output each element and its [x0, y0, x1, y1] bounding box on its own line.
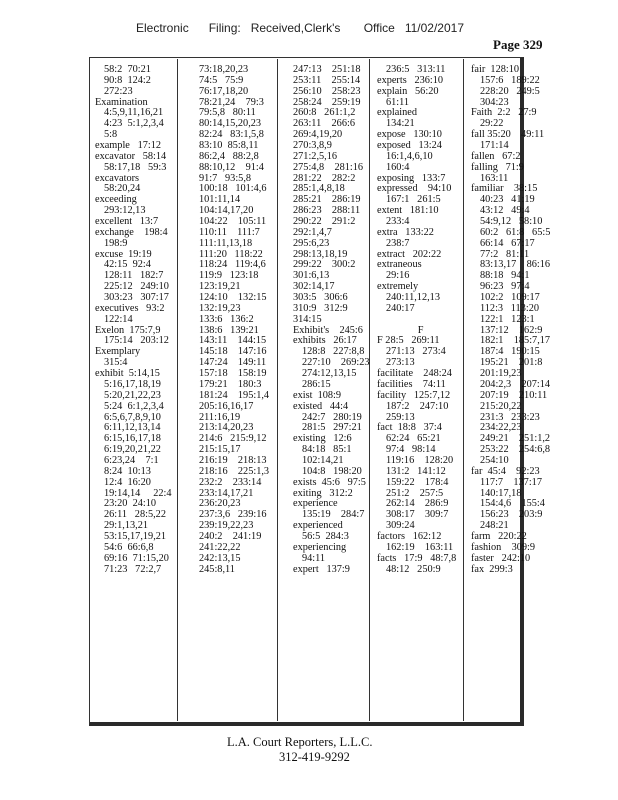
index-entry: 302:14,17 — [293, 281, 335, 293]
index-entry: 54:6 66:6,8 — [104, 541, 154, 553]
index-entry: expert 137:9 — [293, 563, 350, 575]
index-entry: 73:18,20,23 — [199, 64, 249, 75]
index-entry: 272:23 — [104, 85, 133, 97]
index-entry: 233:14,17,21 — [199, 487, 254, 499]
index-entry: 94:11 — [302, 552, 326, 564]
index-entry: 269:4,19,20 — [293, 129, 343, 141]
index-entry: 157:18 158:19 — [199, 368, 267, 380]
index-entry: 82:24 83:1,5,8 — [199, 129, 264, 141]
index-entry: 256:10 258:23 — [293, 85, 361, 97]
index-entry: 128:11 182:7 — [104, 270, 164, 282]
index-entry: extract 202:22 — [377, 248, 442, 260]
index-entry: 102:2 109:17 — [480, 292, 540, 304]
index-entry: 58:17,18 59:3 — [104, 161, 167, 173]
index-entry: 259:13 — [386, 411, 415, 423]
index-entry: 239:19,22,23 — [199, 520, 254, 532]
index-entry: Exemplary — [95, 346, 141, 358]
index-entry: experience — [293, 498, 338, 510]
index-entry: existing 12:6 — [293, 433, 352, 445]
index-entry: 111:11,13,18 — [199, 237, 253, 249]
index-entry: factors 162:12 — [377, 530, 442, 542]
index-entry: exceeding — [95, 194, 137, 206]
index-entry: 61:11 — [386, 96, 410, 108]
index-entry: 238:7 — [386, 237, 410, 249]
index-entry: 135:19 284:7 — [302, 509, 365, 521]
index-entry: 205:16,16,17 — [199, 400, 254, 412]
index-entry: 171:14 — [480, 140, 509, 152]
index-entry: 232:2 233:14 — [199, 476, 262, 488]
index-entry: 43:12 49:4 — [480, 205, 530, 217]
index-entry: 211:16,19 — [199, 411, 241, 423]
index-entry: 131:2 141:12 — [386, 465, 446, 477]
index-entry: 314:15 — [293, 313, 322, 325]
index-entry: 58:2 70:21 — [104, 64, 151, 75]
index-entry: exists 45:6 97:5 — [293, 476, 366, 488]
court-reporter-phone: 312-419-9292 — [279, 750, 350, 764]
index-entry: 274:12,13,15 — [302, 368, 357, 380]
column-divider — [177, 59, 178, 721]
index-entry: 262:14 286:9 — [386, 498, 449, 510]
index-entry: 5:8 — [104, 129, 118, 141]
index-entry: 227:10 269:23 — [302, 357, 370, 369]
index-entry: 260:8 261:1,2 — [293, 107, 356, 119]
index-entry: explained — [377, 107, 418, 119]
index-entry: farm 220:22 — [471, 530, 527, 542]
index-entry: F 28:5 269:11 — [377, 335, 440, 347]
index-entry: 286:15 — [302, 378, 331, 390]
index-entry: far 45:4 92:23 — [471, 465, 540, 477]
index-column-1 — [95, 65, 172, 575]
index-entry: 119:9 123:18 — [199, 270, 259, 282]
index-entry: fact 18:8 37:4 — [377, 422, 442, 434]
index-entry: 62:24 65:21 — [386, 433, 441, 445]
index-entry: 66:14 67:17 — [480, 237, 535, 249]
index-entry: 201:19,23 — [480, 368, 522, 380]
index-entry: 56:5 284:3 — [302, 530, 349, 542]
index-entry: 275:4,8 281:16 — [293, 161, 364, 173]
index-entry: 117:7 137:17 — [480, 476, 542, 488]
index-entry: 281:5 297:21 — [302, 422, 362, 434]
index-entry: experts 236:10 — [377, 74, 444, 86]
index-entry: 295:6,23 — [293, 237, 330, 249]
index-entry: 6:23,24 7:1 — [104, 454, 159, 466]
index-entry: 74:5 75:9 — [199, 74, 244, 86]
index-entry: exist 108:9 — [293, 389, 342, 401]
index-entry: 140:17,18 — [480, 487, 522, 499]
index-entry: 16:1,4,6,10 — [386, 150, 433, 162]
index-entry: 263:11 266:6 — [293, 118, 355, 130]
index-entry: 308:17 309:7 — [386, 509, 449, 521]
index-entry: 100:18 101:4,6 — [199, 183, 267, 195]
index-entry: 304:23 — [480, 96, 509, 108]
index-entry: exchange 198:4 — [95, 226, 168, 238]
index-entry: facts 17:9 48:7,8 — [377, 552, 457, 564]
index-entry: expose 130:10 — [377, 129, 442, 141]
index-entry: 71:23 72:2,7 — [104, 563, 162, 575]
index-entry: 76:17,18,20 — [199, 85, 249, 97]
index-entry: 240:17 — [386, 302, 415, 314]
index-entry: fall 35:20 49:11 — [471, 129, 545, 141]
index-entry: fax 299:3 — [471, 563, 513, 575]
index-entry: 215:15,17 — [199, 444, 241, 456]
index-entry: 42:15 92:4 — [104, 259, 151, 271]
index-entry: existed 44:4 — [293, 400, 349, 412]
index-entry: expressed 94:10 — [377, 183, 452, 195]
index-entry: 270:3,8,9 — [293, 140, 332, 152]
index-entry: 237:3,6 239:16 — [199, 509, 267, 521]
index-entry: 213:14,20,23 — [199, 422, 254, 434]
index-entry: 253:22 254:6,8 — [480, 444, 551, 456]
index-entry: 195:21 201:8 — [480, 357, 543, 369]
index-entry: 292:1,4,7 — [293, 226, 332, 238]
index-entry: 233:4 — [386, 216, 410, 228]
index-entry: 254:10 — [480, 454, 509, 466]
index-entry: exposing 133:7 — [377, 172, 446, 184]
index-entry: 5:24 6:1,2,3,4 — [104, 400, 164, 412]
index-entry: 228:20 249:5 — [480, 85, 540, 97]
column-divider — [277, 59, 278, 721]
index-entry: 122:14 — [104, 313, 133, 325]
index-entry: 247:13 251:18 — [293, 64, 361, 75]
index-entry: 137:12 162:9 — [480, 324, 543, 336]
index-entry: excavators — [95, 172, 140, 184]
index-entry: 143:11 144:15 — [199, 335, 267, 347]
index-entry: 110:11 111:7 — [199, 226, 260, 238]
index-entry: 285:1,4,8,18 — [293, 183, 345, 195]
index-entry: 104:8 198:20 — [302, 465, 362, 477]
index-entry: 111:20 118:22 — [199, 248, 263, 260]
index-entry: 242:13,15 — [199, 552, 241, 564]
index-entry: 240:11,12,13 — [386, 292, 440, 304]
index-entry: 79:5,8 80:11 — [199, 107, 256, 119]
index-entry: 8:24 10:13 — [104, 465, 151, 477]
index-entry: 102:14,21 — [302, 454, 344, 466]
index-entry: 253:11 255:14 — [293, 74, 361, 86]
index-entry: 245:8,11 — [199, 563, 235, 575]
index-entry: 179:21 180:3 — [199, 378, 262, 390]
index-entry: excuse 19:19 — [95, 248, 152, 260]
index-entry: 181:24 195:1,4 — [199, 389, 270, 401]
index-entry: 83:13,17 86:16 — [480, 259, 551, 271]
index-entry: 157:6 189:22 — [480, 74, 540, 86]
index-entry: 249:21 251:1,2 — [480, 433, 551, 445]
index-entry: 54:9,12 58:10 — [480, 216, 543, 228]
index-entry: excavator 58:14 — [95, 150, 167, 162]
filing-stamp-header: Electronic Filing: Received,Clerk's Office 11/02/2017 — [136, 21, 464, 35]
index-column-4 — [377, 65, 456, 575]
index-entry: 133:6 136:2 — [199, 313, 254, 325]
index-column-3 — [293, 65, 370, 575]
page-number: Page 329 — [493, 37, 543, 52]
index-entry: 112:3 113:20 — [480, 302, 540, 314]
index-entry: 53:15,17,19,21 — [104, 530, 167, 542]
index-entry: 19:14,14 22:4 — [104, 487, 172, 499]
index-entry: 104:22 105:11 — [199, 216, 267, 228]
index-entry: 80:14,15,20,23 — [199, 118, 262, 130]
index-entry: 204:2,3 207:14 — [480, 378, 551, 390]
index-entry: 234:22,23 — [480, 422, 522, 434]
index-entry: 26:11 28:5,22 — [104, 509, 166, 521]
index-entry: extent 181:10 — [377, 205, 439, 217]
index-entry: 6:5,6,7,8,9,10 — [104, 411, 161, 423]
index-entry: 286:23 288:11 — [293, 205, 361, 217]
column-divider — [463, 59, 464, 721]
court-reporter-name: L.A. Court Reporters, L.L.C. — [227, 735, 373, 749]
word-index-table — [89, 57, 551, 726]
index-entry: experienced — [293, 520, 343, 532]
index-entry: 290:22 291:2 — [293, 216, 356, 228]
index-entry: 225:12 249:10 — [104, 281, 169, 293]
index-entry: 122:1 123:1 — [480, 313, 535, 325]
index-entry: 159:22 178:4 — [386, 476, 449, 488]
index-entry: Exhibit's 245:6 — [293, 324, 363, 336]
index-entry: 310:9 312:9 — [293, 302, 348, 314]
index-entry: 309:24 — [386, 520, 415, 532]
index-entry: 258:24 259:19 — [293, 96, 361, 108]
index-entry: extra 133:22 — [377, 226, 434, 238]
index-entry: 163:11 — [480, 172, 509, 184]
index-entry: 187:4 190:15 — [480, 346, 540, 358]
index-entry: 97:4 98:14 — [386, 444, 436, 456]
index-entry: 138:6 139:21 — [199, 324, 259, 336]
index-entry: 273:13 — [386, 357, 415, 369]
index-entry: 29:22 — [480, 118, 504, 130]
index-entry: Examination — [95, 96, 148, 108]
index-entry: 298:13,18,19 — [293, 248, 348, 260]
index-entry: 299:22 300:2 — [293, 259, 356, 271]
index-entry: 6:19,20,21,22 — [104, 444, 161, 456]
index-entry: 271:13 273:4 — [386, 346, 446, 358]
index-entry: 58:20,24 — [104, 183, 141, 195]
index-entry: 251:2 257:5 — [386, 487, 444, 499]
index-entry: 147:24 149:11 — [199, 357, 267, 369]
index-entry: 175:14 203:12 — [104, 335, 169, 347]
index-entry: 162:19 163:11 — [386, 541, 454, 553]
index-entry: 29:1,13,21 — [104, 520, 149, 532]
index-entry: 128:8 227:8,8 — [302, 346, 365, 358]
index-entry: 271:2,5,16 — [293, 150, 338, 162]
index-entry — [377, 315, 456, 326]
index-entry: 207:19 210:11 — [480, 389, 548, 401]
index-entry: executives 93:2 — [95, 302, 165, 314]
index-entry: 281:22 282:2 — [293, 172, 356, 184]
index-entry: experiencing — [293, 541, 347, 553]
index-entry: fashion 309:9 — [471, 541, 536, 553]
index-entry: 315:4 — [104, 357, 128, 369]
index-entry: 84:18 85:1 — [302, 444, 352, 456]
index-entry: 214:6 215:9,12 — [199, 433, 267, 445]
index-entry: 48:12 250:9 — [386, 563, 441, 575]
index-entry: exhibits 26:17 — [293, 335, 357, 347]
index-entry: familiar 38:15 — [471, 183, 538, 195]
index-entry: 88:10,12 91:4 — [199, 161, 264, 173]
index-entry: 90:8 124:2 — [104, 74, 151, 86]
index-entry: 77:2 81:11 — [480, 248, 530, 260]
index-entry: 91:7 93:5,8 — [199, 172, 252, 184]
index-entry: facilities 74:11 — [377, 378, 446, 390]
index-entry: exhibit 5:14,15 — [95, 368, 160, 380]
index-entry: 236:20,23 — [199, 498, 241, 510]
index-entry: 303:5 306:6 — [293, 292, 348, 304]
index-entry: 134:21 — [386, 118, 415, 130]
index-entry: 6:15,16,17,18 — [104, 433, 161, 445]
index-entry: 285:21 286:19 — [293, 194, 361, 206]
index-entry: 119:16 128:20 — [386, 454, 454, 466]
index-entry: 236:5 313:11 — [386, 64, 446, 75]
index-entry: falling 71:9 — [471, 161, 524, 173]
index-entry: facilitate 248:24 — [377, 368, 452, 380]
index-entry: 167:1 261:5 — [386, 194, 441, 206]
index-entry: 118:24 119:4,6 — [199, 259, 266, 271]
index-entry: 303:23 307:17 — [104, 292, 169, 304]
index-column-5 — [471, 65, 550, 575]
index-entry: 156:23 203:9 — [480, 509, 543, 521]
index-entry: excellent 13:7 — [95, 216, 159, 228]
index-entry: 78:21,24 79:3 — [199, 96, 264, 108]
index-entry: 218:16 225:1,3 — [199, 465, 270, 477]
index-entry: 248:21 — [480, 520, 509, 532]
index-entry: 5:20,21,22,23 — [104, 389, 161, 401]
index-entry: 124:10 132:15 — [199, 292, 267, 304]
index-entry: explain 56:20 — [377, 85, 439, 97]
index-entry: exposed 13:24 — [377, 140, 442, 152]
index-entry: 242:7 280:19 — [302, 411, 362, 423]
index-entry: 132:19,23 — [199, 302, 241, 314]
index-entry: 182:1 185:7,17 — [480, 335, 551, 347]
index-entry: 29:16 — [386, 270, 410, 282]
index-entry: 216:19 218:13 — [199, 454, 267, 466]
index-entry: 101:11,14 — [199, 194, 241, 206]
index-entry: Faith 2:2 27:9 — [471, 107, 537, 119]
index-entry: 241:22,22 — [199, 541, 241, 553]
index-entry: 4:23 5:1,2,3,4 — [104, 118, 164, 130]
index-entry: 4:5,9,11,16,21 — [104, 107, 164, 119]
index-entry: 5:16,17,18,19 — [104, 378, 161, 390]
index-entry: example 17:12 — [95, 140, 162, 152]
index-entry: extraneous — [377, 259, 422, 271]
index-entry: 301:6,13 — [293, 270, 330, 282]
index-entry: 123:19,21 — [199, 281, 241, 293]
index-entry: 240:2 241:19 — [199, 530, 262, 542]
index-entry: 12:4 16:20 — [104, 476, 151, 488]
index-entry: 215:20,22 — [480, 400, 522, 412]
index-entry: 86:2,4 88:2,8 — [199, 150, 259, 162]
index-entry: 145:18 147:16 — [199, 346, 267, 358]
index-entry: 198:9 — [104, 237, 128, 249]
index-entry: 6:11,12,13,14 — [104, 422, 161, 434]
index-entry: facility 125:7,12 — [377, 389, 451, 401]
index-entry: 231:3 233:23 — [480, 411, 540, 423]
index-entry: faster 242:10 — [471, 552, 531, 564]
index-entry: 83:10 85:8,11 — [199, 140, 259, 152]
index-entry: exiting 312:2 — [293, 487, 353, 499]
section-letter-heading: F — [417, 324, 424, 336]
index-entry: 104:14,17,20 — [199, 205, 254, 217]
index-entry: 160:4 — [386, 161, 410, 173]
index-entry: 96:23 97:4 — [480, 281, 530, 293]
index-entry: 40:23 41:19 — [480, 194, 535, 206]
index-entry: fallen 67:2 — [471, 150, 521, 162]
index-entry: 23:20 24:10 — [104, 498, 157, 510]
index-entry: fair 128:10 — [471, 64, 520, 75]
index-entry: 88:18 94:1 — [480, 270, 530, 282]
index-entry: Exelon 175:7,9 — [95, 324, 161, 336]
index-entry: 154:4,6 155:4 — [480, 498, 545, 510]
index-entry: 60:2 61:8 65:5 — [480, 226, 551, 238]
index-entry: 187:2 247:10 — [386, 400, 449, 412]
index-entry: 69:16 71:15,20 — [104, 552, 169, 564]
index-entry: 293:12,13 — [104, 205, 146, 217]
index-column-2 — [199, 65, 269, 575]
index-entry: extremely — [377, 281, 419, 293]
